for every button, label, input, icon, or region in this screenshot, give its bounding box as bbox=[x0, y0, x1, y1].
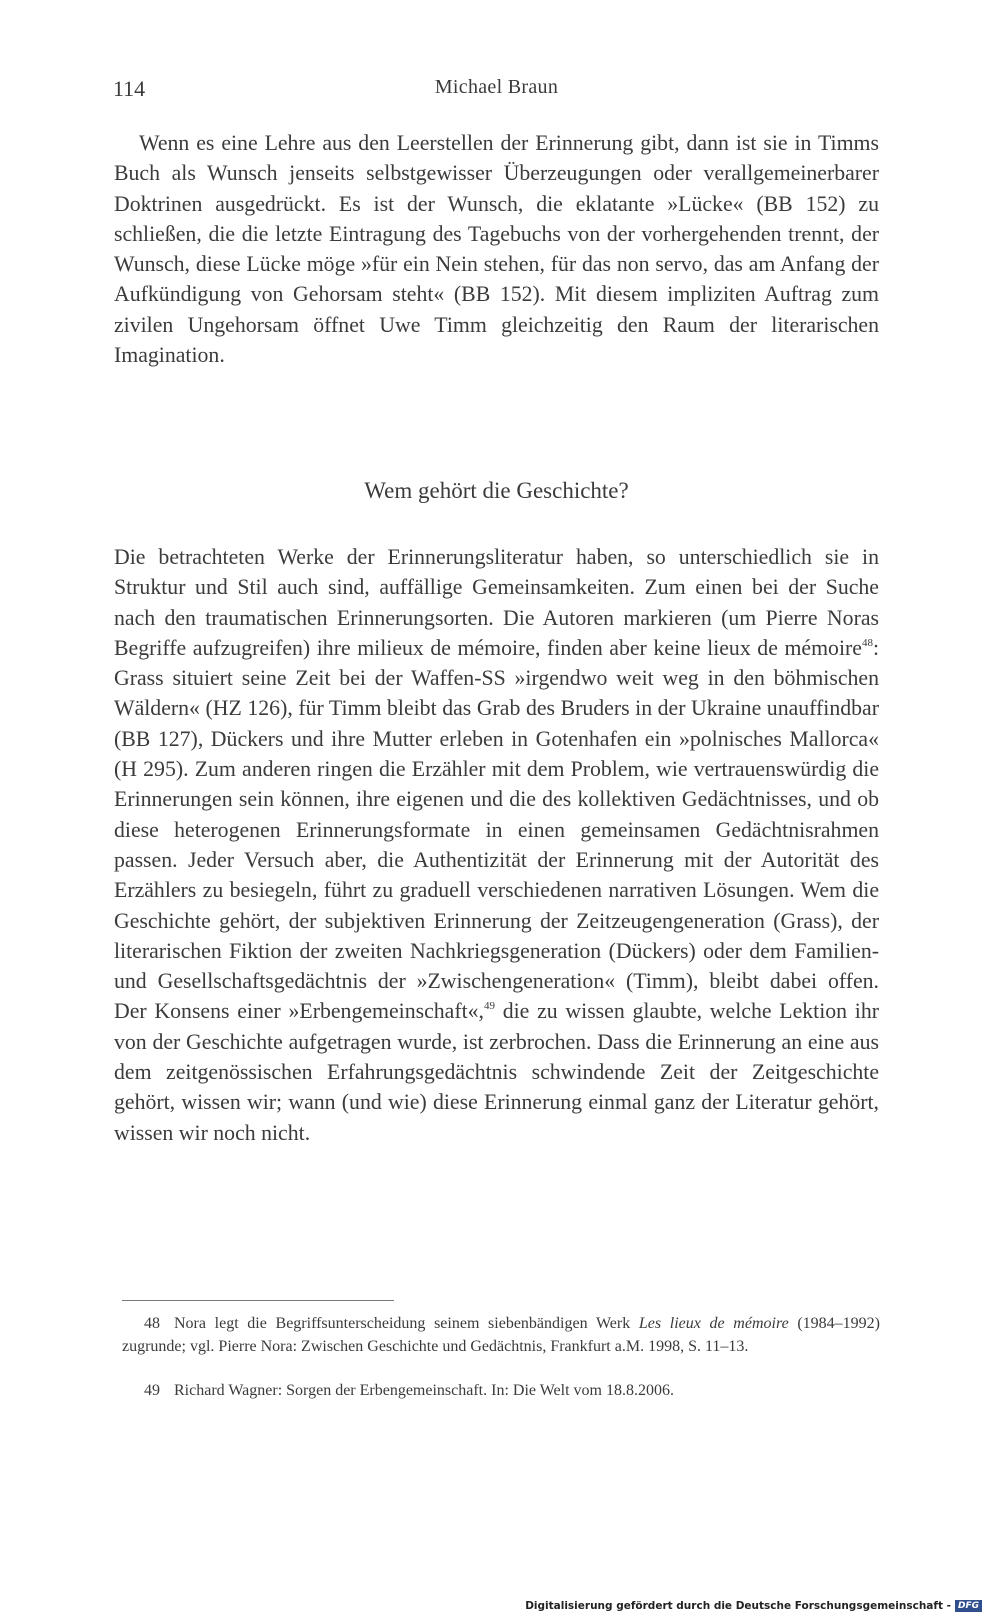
footnote-49 bbox=[122, 1380, 880, 1403]
paragraph-1: Wenn es eine Lehre aus den Leerstellen der Erinnerung gibt, dann ist sie in Timms Buch als Wunsch jenseits selbstgewisser Überzeugungen oder verallgemeinerbarer Doktrinen ausgedrückt. Es ist der Wunsch, die eklatante »Lücke« (BB 152) zu schließen, die die letzte Eintragung des Tagebuchs von der vorhergehenden trennt, der Wunsch, diese Lücke möge »für ein Nein stehen, für das non servo, das am Anfang der Aufkündigung von Gehorsam steht« (BB 152). Mit diesem impliziten Auftrag zum zivilen Ungehorsam öffnet Uwe Timm gleichzeitig den Raum der literarischen Imagination. bbox=[114, 131, 879, 368]
paragraph-2-part-a: Die betrachteten Werke der Erinnerungsliteratur haben, so unterschiedlich sie in Struktur und Stil auch sind, auffällige Gemeinsamkeiten. Zum einen bei der Suche nach den traumatischen Erinnerungsorten. Die Autoren markieren (um Pierre Noras Begriffe aufzugreifen) ihre milieux de mémoire, finden aber keine lieux de mémoire bbox=[114, 545, 879, 660]
section-heading: Wem gehört die Geschichte? bbox=[364, 478, 629, 503]
footnote-48 bbox=[122, 1313, 880, 1358]
paragraph-2 bbox=[114, 542, 879, 1148]
paragraph-2-part-b: : Grass situiert seine Zeit bei der Waffen-SS »irgendwo weit weg in den böhmischen Wäldern« (HZ 126), für Timm bleibt das Grab des Bruders in der Ukraine unauffindbar (BB 127), Dückers und ihre Mutter erleben in Gotenhafen ein »polnisches Mallorca« (H 295). Zum anderen ringen die Erzähler mit dem Problem, wie vertrauenswürdig die Erinnerungen sein können, ihre eigenen und die des kollektiven Gedächtnisses, und ob diese heterogenen Erinnerungsformate in einen gemeinsamen Gedächtnisrahmen passen. Jeder Versuch aber, die Authentizität der Erinnerung mit der Autorität des Erzählers zu besiegeln, führt zu graduell verschiedenen narrativen Lösungen. Wem die Geschichte gehört, der subjektiven Erinnerung der Zeitzeugengeneration (Grass), der literarischen Fiktion der zweiten Nachkriegsgeneration (Dückers) oder dem Familien- und Gesellschaftsgedächtnis der »Zwischengeneration« (Timm), bleibt dabei offen. Der Konsens einer »Erbengemeinschaft«, bbox=[114, 635, 879, 1024]
footnote-number: 48 bbox=[144, 1315, 160, 1332]
footnote-book-title: Les lieux de mémoire bbox=[638, 1315, 789, 1332]
footnote-ref-48[interactable]: 48 bbox=[861, 636, 873, 649]
footnote-separator bbox=[122, 1300, 394, 1301]
footnote-text: Richard Wagner: Sorgen der Erbengemeinschaft. In: Die Welt vom 18.8.2006. bbox=[174, 1382, 674, 1399]
paragraph-2-part-c: die zu wissen glaubte, welche Lektion ihr von der Geschichte aufgetragen wurde, ist zerbrochen. Dass die Erinnerung an eine aus dem zeitgenössischen Erfahrungsgedächtnis schwindende Zeit der Zeitgeschichte gehört, wissen wir; wann (und wie) diese Erinnerung einmal ganz der Literatur gehört, wissen wir noch nicht. bbox=[114, 999, 879, 1145]
digitization-credit bbox=[525, 1597, 982, 1615]
footnote-text: (1984–1992) zugrunde; vgl. Pierre Nora: Zwischen Geschichte und Gedächtnis, Frankfurt a.M. 1998, S. 11–13. bbox=[122, 1315, 881, 1355]
running-head: Michael Braun bbox=[434, 76, 559, 98]
dfg-logo: DFG bbox=[955, 1600, 982, 1612]
footnote-ref-49[interactable]: 49 bbox=[484, 1000, 495, 1013]
page-number: 114 bbox=[113, 76, 146, 101]
footnote-number: 49 bbox=[144, 1382, 160, 1399]
page-header bbox=[113, 76, 880, 108]
credit-text: Digitalisierung gefördert durch die Deutsche Forschungsgemeinschaft - bbox=[525, 1600, 951, 1612]
footnote-text: Nora legt die Begriffsunterscheidung seinem siebenbändigen Werk bbox=[174, 1315, 639, 1332]
